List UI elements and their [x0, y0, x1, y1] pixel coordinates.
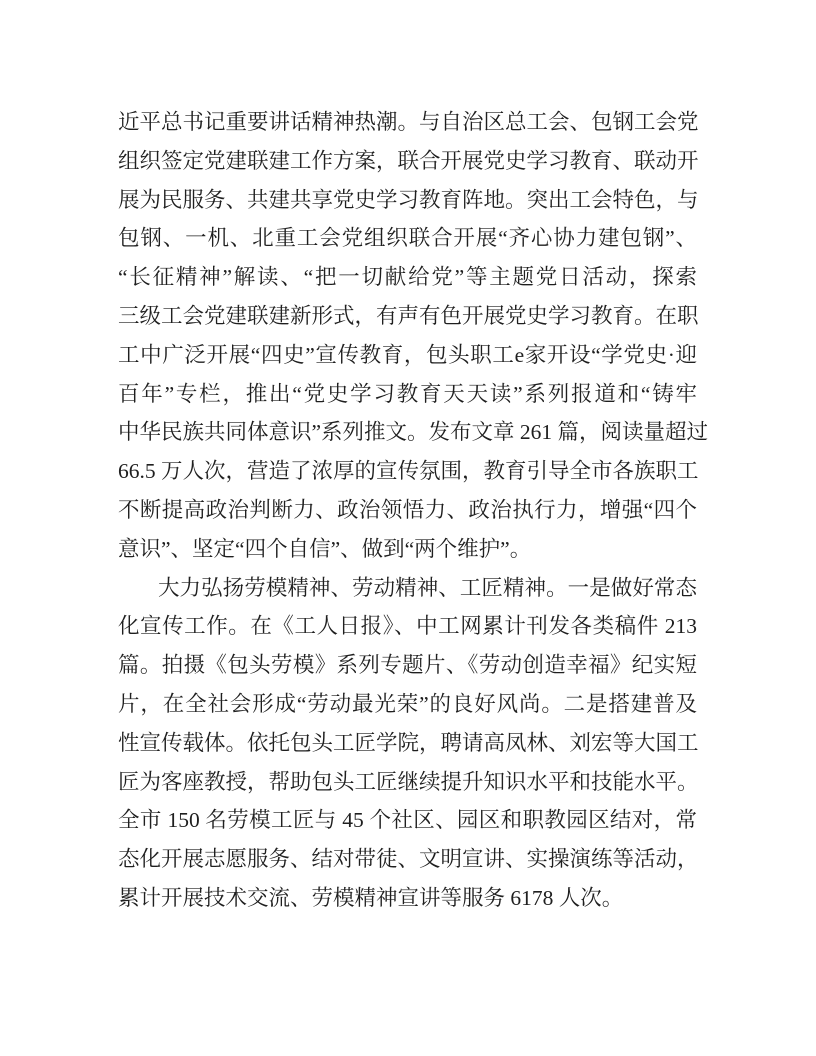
text-line: 包钢、一机、北重工会党组织联合开展“齐心协力建包钢”、: [118, 226, 697, 251]
body-text: [118, 103, 709, 918]
text-line: 中华民族共同体意识”系列推文。发布文章 261 篇，阅读量超过: [118, 420, 709, 445]
paragraph-2: [118, 569, 697, 918]
text-line: “长征精神”解读、“把一切献给党”等主题党日活动，探索: [118, 265, 697, 290]
text-line: 篇。拍摄《包头劳模》系列专题片、《劳动创造幸福》纪实短: [118, 653, 697, 678]
text-line: 三级工会党建联建新形式，有声有色开展党史学习教育。在职: [118, 303, 699, 328]
text-line: 化宣传工作。在《工人日报》、中工网累计刊发各类稿件 213: [118, 614, 697, 639]
text-line: 累计开展技术交流、劳模精神宣讲等服务 6178 人次。: [118, 885, 624, 910]
text-line: 66.5 万人次，营造了浓厚的宣传氛围，教育引导全市各族职工: [118, 459, 699, 484]
text-line: 近平总书记重要讲话精神热潮。与自治区总工会、包钢工会党: [118, 110, 699, 134]
text-line: 性宣传载体。依托包头工匠学院，聘请高凤林、刘宏等大国工: [118, 730, 699, 755]
paragraph-1: [118, 103, 709, 569]
text-line: 全市 150 名劳模工匠与 45 个社区、园区和职教园区结对，常: [118, 808, 697, 833]
text-line: 展为民服务、共建共享党史学习教育阵地。突出工会特色，与: [118, 187, 699, 212]
text-line: 大力弘扬劳模精神、劳动精神、工匠精神。一是做好常态: [158, 575, 697, 600]
text-line: 匠为客座教授，帮助包头工匠继续提升知识水平和技能水平。: [118, 769, 699, 794]
text-line: 工中广泛开展“四史”宣传教育，包头职工e家开设“学党史·迎: [118, 342, 697, 367]
text-line: 态化开展志愿服务、结对带徒、文明宣讲、实操演练等活动，: [118, 847, 699, 872]
text-line: 百年”专栏，推出“党史学习教育天天读”系列报道和“铸牢: [118, 381, 697, 406]
text-line: 组织签定党建联建工作方案，联合开展党史学习教育、联动开: [118, 148, 699, 173]
text-line: 意识”、坚定“四个自信”、做到“两个维护”。: [118, 536, 532, 561]
text-line: 片，在全社会形成“劳动最光荣”的良好风尚。二是搭建普及: [118, 691, 697, 716]
text-line: 不断提高政治判断力、政治领悟力、政治执行力，增强“四个: [118, 497, 697, 522]
